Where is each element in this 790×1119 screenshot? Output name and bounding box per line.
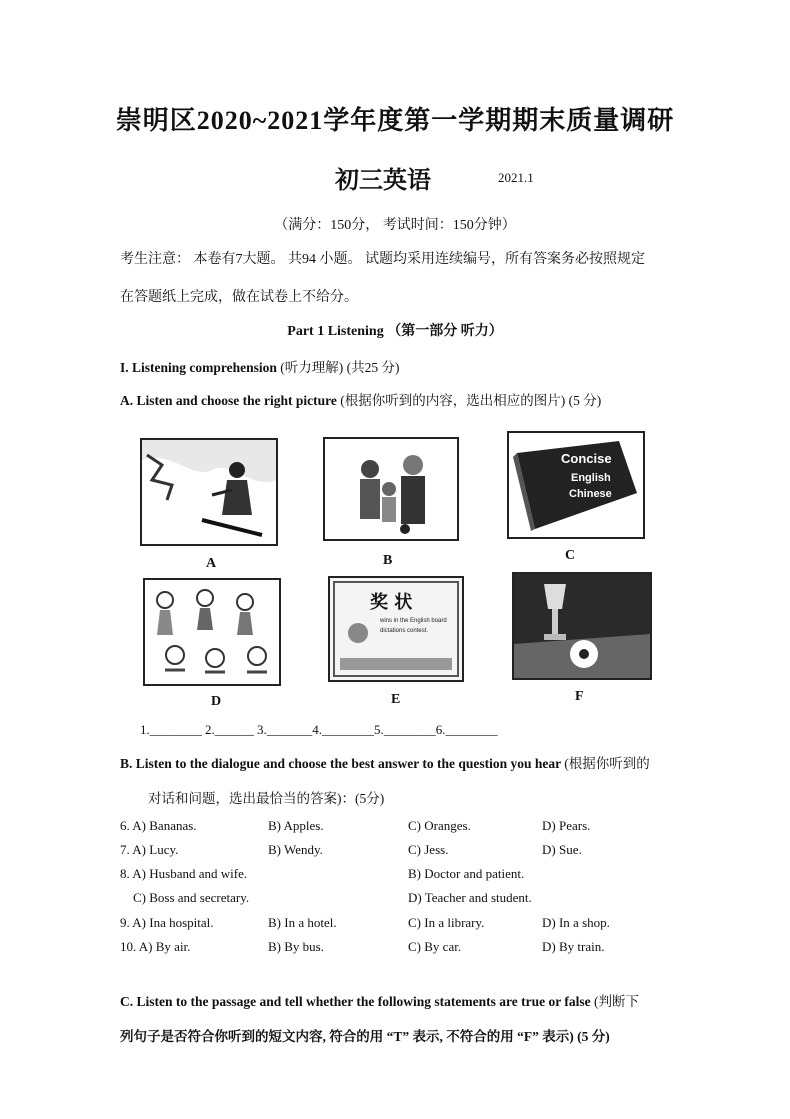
option-b: B) Apples. bbox=[268, 818, 324, 833]
option-d: D) Teacher and student. bbox=[408, 890, 532, 905]
notice-line-2: 在答题纸上完成，做在试卷上不给分。 bbox=[120, 290, 358, 305]
notice-line-1: 考生注意： 本卷有7大题。 共94 小题。 试题均采用连续编号，所有答案务必按照规定 bbox=[120, 252, 645, 267]
picture-d bbox=[143, 578, 281, 686]
picture-e bbox=[328, 576, 464, 682]
option-a: 10. A) By air. bbox=[120, 939, 191, 954]
part-heading: Part 1 Listening （第一部分 听力） bbox=[287, 324, 503, 339]
certificate-line-1: wins in the English board bbox=[380, 618, 447, 624]
exam-date: 2021.1 bbox=[498, 170, 534, 185]
option-c: C) Oranges. bbox=[408, 818, 471, 833]
section-B-heading-cont: 对话和问题，选出最恰当的答案)：(5分) bbox=[148, 791, 385, 806]
section-B-heading: B. Listen to the dialogue and choose the best answer to the question you hear (根据你听到的 bbox=[120, 756, 650, 771]
option-b: B) By bus. bbox=[268, 939, 324, 954]
section-I-heading: I. Listening comprehension (听力理解) (共25 分) bbox=[120, 360, 400, 375]
option-d: D) In a shop. bbox=[542, 915, 610, 930]
option-c: C) By car. bbox=[408, 939, 462, 954]
section-C-heading-cont: 列句子是否符合你听到的短文内容, 符合的用 “T” 表示, 不符合的用 “F” 表示) (5 分) bbox=[120, 1029, 610, 1044]
book-title-line-1: Concise bbox=[561, 451, 612, 466]
option-b: B) Doctor and patient. bbox=[408, 866, 525, 881]
book-title-line-2: English bbox=[571, 472, 611, 484]
children-drawing-icon bbox=[145, 580, 279, 684]
picture-label-c: C bbox=[565, 548, 576, 563]
exam-subject: 初三英语 bbox=[335, 168, 431, 194]
certificate-line-2: dictations contest. bbox=[380, 628, 429, 634]
picture-label-b: B bbox=[383, 553, 393, 568]
option-a: 6. A) Bananas. bbox=[120, 818, 197, 833]
section-A-heading: A. Listen and choose the right picture (根据你听到的内容，选出相应的图片) (5 分) bbox=[120, 393, 602, 408]
answer-blanks: 1.________ 2.______ 3._______4.________5.________6.________ bbox=[140, 722, 498, 737]
option-c: C) Boss and secretary. bbox=[133, 890, 250, 905]
picture-label-d: D bbox=[211, 694, 222, 709]
award-certificate-icon bbox=[330, 578, 462, 680]
certificate-title: 奖 状 bbox=[370, 592, 413, 613]
book-title-line-3: Chinese bbox=[569, 488, 612, 500]
option-d: D) Pears. bbox=[542, 818, 591, 833]
picture-a bbox=[140, 438, 278, 546]
option-b: B) Wendy. bbox=[268, 842, 323, 857]
picture-label-e: E bbox=[391, 692, 401, 707]
picture-c bbox=[507, 431, 645, 539]
skiing-scene-icon bbox=[142, 440, 276, 544]
option-b: B) In a hotel. bbox=[268, 915, 337, 930]
section-C-heading: C. Listen to the passage and tell whether the following statements are true or false (判断下 bbox=[120, 994, 639, 1009]
exam-title: 崇明区2020~2021学年度第一学期期末质量调研 bbox=[115, 106, 675, 135]
picture-f bbox=[512, 572, 652, 680]
family-photo-icon bbox=[325, 439, 457, 539]
option-a: 9. A) Ina hospital. bbox=[120, 915, 214, 930]
picture-b bbox=[323, 437, 459, 541]
option-a: 8. A) Husband and wife. bbox=[120, 866, 248, 881]
trophy-football-icon bbox=[514, 574, 650, 678]
picture-label-f: F bbox=[575, 689, 584, 704]
option-d: D) Sue. bbox=[542, 842, 582, 857]
picture-label-a: A bbox=[206, 556, 217, 571]
option-c: C) In a library. bbox=[408, 915, 485, 930]
option-d: D) By train. bbox=[542, 939, 605, 954]
score-time-info: （满分：150分， 考试时间：150分钟） bbox=[274, 218, 516, 233]
option-a: 7. A) Lucy. bbox=[120, 842, 179, 857]
dictionary-book-icon bbox=[509, 433, 643, 537]
option-c: C) Jess. bbox=[408, 842, 449, 857]
